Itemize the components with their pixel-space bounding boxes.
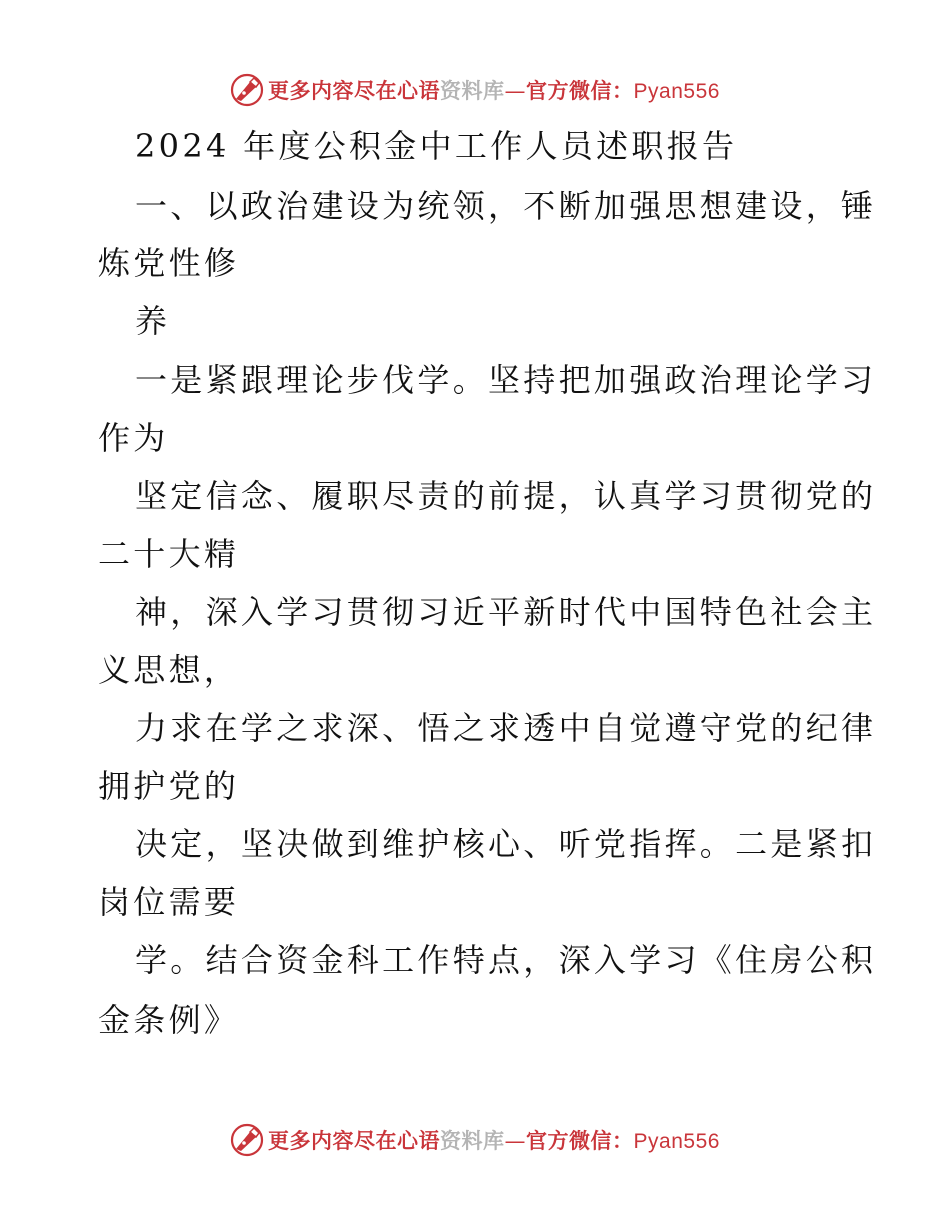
text-line: 岗位需要 [98, 883, 240, 921]
text-line: 决定，坚决做到维护核心、听党指挥。二是紧扣 [135, 825, 877, 863]
banner-text-part1: 更多内容尽在心语 [268, 79, 441, 103]
text-line: 一是紧跟理论步伐学。坚持把加强政治理论学习 [135, 361, 877, 399]
text-line: 坚定信念、履职尽责的前提，认真学习贯彻党的 [135, 477, 877, 515]
footer-banner [0, 1120, 950, 1160]
banner-text-part3: 官方微信： [526, 1129, 634, 1153]
text-line: 力求在学之求深、悟之求透中自觉遵守党的纪律 [135, 709, 877, 747]
banner-text [268, 1125, 720, 1155]
banner-text-part3: 官方微信： [526, 79, 634, 103]
banner-text [268, 75, 720, 105]
banner-separator: — [504, 79, 527, 103]
text-line: 神，深入学习贯彻习近平新时代中国特色社会主 [135, 593, 877, 631]
text-line: 拥护党的 [98, 767, 240, 805]
banner-separator: — [504, 1129, 527, 1153]
pen-nib-logo-icon [230, 1123, 264, 1157]
text-line: 金条例》 [98, 1001, 240, 1039]
text-line: 二十大精 [98, 535, 240, 573]
banner-wechat-id: Pyan556 [633, 80, 720, 103]
text-line: 炼党性修 [98, 244, 240, 282]
banner-text-part1: 更多内容尽在心语 [268, 1129, 441, 1153]
text-line: 养 [135, 302, 171, 340]
banner-text-part2: 资料库 [440, 1129, 505, 1153]
text-line: 作为 [98, 419, 169, 457]
header-banner [0, 70, 950, 110]
banner-text-part2: 资料库 [440, 79, 505, 103]
pen-nib-logo-icon [230, 73, 264, 107]
text-line: 学。结合资金科工作特点，深入学习《住房公积 [135, 941, 877, 979]
text-line: 义思想， [98, 651, 240, 689]
document-title: 2024 年度公积金中工作人员述职报告 [135, 127, 738, 165]
banner-wechat-id: Pyan556 [633, 1130, 720, 1153]
text-line: 一、以政治建设为统领，不断加强思想建设，锤 [135, 187, 877, 225]
